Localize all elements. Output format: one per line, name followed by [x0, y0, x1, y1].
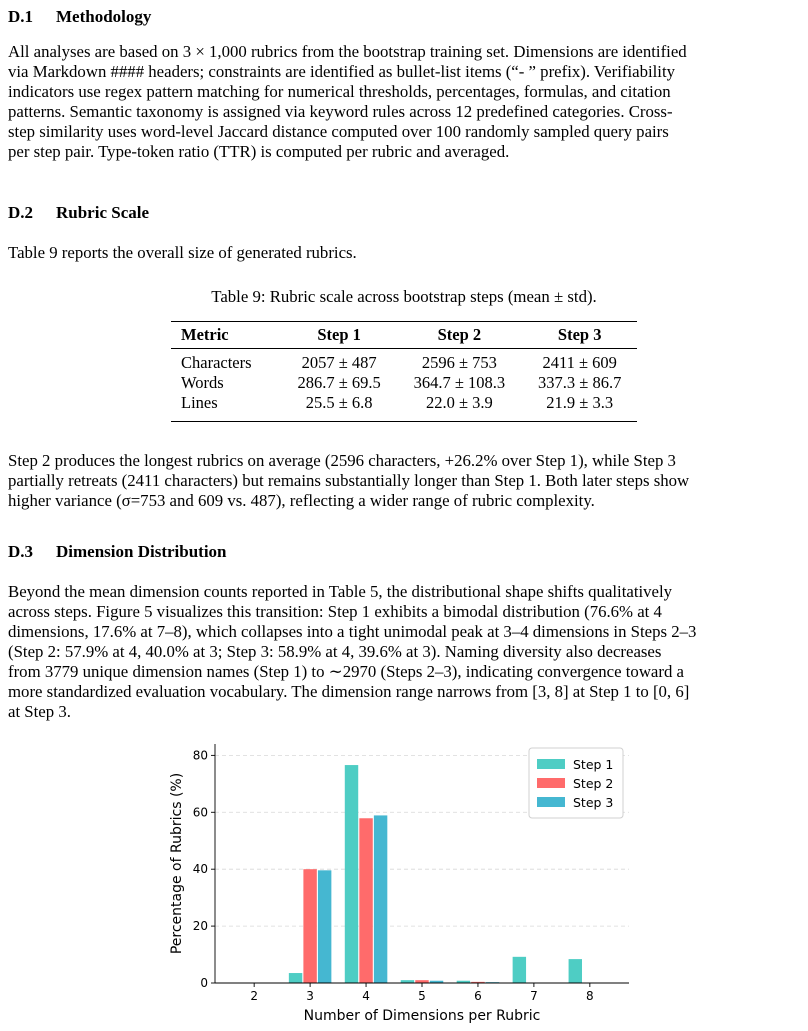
dimension-distribution-paragraph	[8, 582, 800, 722]
text-line: (Step 2: 57.9% at 4, 40.0% at 3; Step 3: 58.9% at 4, 39.6% at 3). Naming diversity also decreases	[8, 642, 662, 661]
text-line: more standardized evaluation vocabulary. The dimension range narrows from [3, 8] at Step 1 to [0, 6]	[8, 682, 690, 701]
text-line: Table 9 reports the overall size of generated rubrics.	[8, 243, 357, 262]
text-line: Beyond the mean dimension counts reported in Table 5, the distributional shape shifts qualitatively	[8, 582, 673, 601]
x-tick-label: 8	[586, 989, 594, 1003]
column-header: Step 1	[282, 321, 397, 349]
x-tick-label: 2	[250, 989, 258, 1003]
table-row	[171, 373, 637, 393]
text-line: All analyses are based on 3 × 1,000 rubrics from the bootstrap training set. Dimensions are identified	[8, 42, 687, 61]
rubric-scale-table	[171, 321, 637, 413]
table-cell: Words	[181, 373, 224, 392]
table-cell: Characters	[181, 353, 252, 372]
column-header: Step 3	[522, 321, 637, 349]
text-line: across steps. Figure 5 visualizes this transition: Step 1 exhibits a bimodal distribution (76.6% at 4	[8, 602, 662, 621]
bar	[569, 959, 582, 983]
table-cell: 25.5 ± 6.8	[305, 393, 373, 412]
bar	[318, 870, 331, 983]
legend-label: Step 2	[573, 776, 614, 791]
section-heading-d3	[8, 542, 227, 562]
dimension-distribution-chart	[160, 738, 640, 1028]
x-tick-label: 3	[306, 989, 314, 1003]
y-tick-label: 60	[192, 805, 208, 820]
table-cell: 2057 ± 487	[301, 353, 377, 372]
table-bottom-rule	[171, 421, 637, 422]
table-cell: 21.9 ± 3.3	[546, 393, 614, 412]
legend-swatch	[537, 778, 565, 788]
x-tick-label: 6	[474, 989, 482, 1003]
legend-label: Step 1	[573, 757, 614, 772]
text-line: via Markdown #### headers; constraints are identified as bullet-list items (“- ” prefix). Verifiability	[8, 62, 676, 81]
table-header-row	[171, 321, 637, 349]
methodology-paragraph	[8, 42, 800, 162]
table-cell: 2411 ± 609	[542, 353, 617, 372]
text-line: per step pair. Type-token ratio (TTR) is computed per rubric and averaged.	[8, 142, 510, 161]
table-cell: 364.7 ± 108.3	[413, 373, 506, 392]
table-cell: 286.7 ± 69.5	[297, 373, 381, 392]
column-header: Step 2	[396, 321, 522, 349]
text-line: dimensions, 17.6% at 7–8), which collapses into a tight unimodal peak at 3–4 dimensions in Steps 2–3	[8, 622, 697, 641]
text-line: Step 2 produces the longest rubrics on average (2596 characters, +26.2% over Step 1), while Step 3	[8, 451, 676, 470]
x-axis-label: Number of Dimensions per Rubric	[303, 1008, 541, 1024]
x-tick-label: 4	[362, 989, 370, 1003]
bar	[359, 818, 372, 983]
section-number: D.3	[8, 542, 34, 561]
legend-label: Step 3	[573, 795, 614, 810]
bar	[374, 815, 387, 983]
section-title: Methodology	[56, 7, 152, 26]
x-tick-label: 5	[418, 989, 426, 1003]
x-tick-label: 7	[530, 989, 538, 1003]
text-line: step similarity uses word-level Jaccard distance computed over 100 randomly sampled query pairs	[8, 122, 669, 141]
y-tick-label: 80	[192, 748, 208, 763]
legend-swatch	[537, 797, 565, 807]
table-row	[171, 349, 637, 374]
bar	[303, 869, 316, 983]
y-tick-label: 20	[192, 919, 208, 934]
section-title: Rubric Scale	[56, 203, 150, 222]
y-tick-label: 0	[200, 976, 208, 990]
legend-swatch	[537, 759, 565, 769]
section-number: D.2	[8, 203, 34, 222]
text-line: patterns. Semantic taxonomy is assigned via keyword rules across 12 predefined categories. Cross-	[8, 102, 673, 121]
table-cell: 2596 ± 753	[421, 353, 497, 372]
bar	[513, 957, 526, 983]
y-axis-label: Percentage of Rubrics (%)	[169, 772, 185, 955]
table-row	[171, 393, 637, 413]
table-caption: Table 9: Rubric scale across bootstrap steps (mean ± std).	[211, 287, 597, 306]
section-number: D.1	[8, 7, 34, 26]
table-cell: 337.3 ± 86.7	[538, 373, 622, 392]
bar	[345, 765, 358, 983]
table-cell: Lines	[181, 393, 218, 412]
column-header: Metric	[171, 321, 282, 349]
table-cell: 22.0 ± 3.9	[425, 393, 493, 412]
text-line: at Step 3.	[8, 702, 71, 721]
text-line: from 3779 unique dimension names (Step 1) to ∼2970 (Steps 2–3), indicating convergence toward a	[8, 662, 685, 681]
rubric-scale-paragraph	[8, 451, 800, 511]
text-line: indicators use regex pattern matching for numerical thresholds, percentages, formulas, and citation	[8, 82, 671, 101]
rubric-scale-intro	[8, 243, 800, 263]
text-line: partially retreats (2411 characters) but remains substantially longer than Step 1. Both later steps show	[8, 471, 690, 490]
y-tick-label: 40	[192, 862, 208, 877]
section-heading-d2	[8, 203, 149, 223]
section-heading-d1	[8, 7, 151, 27]
text-line: higher variance (σ=753 and 609 vs. 487), reflecting a wider range of rubric complexity.	[8, 491, 595, 510]
section-title: Dimension Distribution	[56, 542, 227, 561]
bar	[289, 973, 302, 983]
